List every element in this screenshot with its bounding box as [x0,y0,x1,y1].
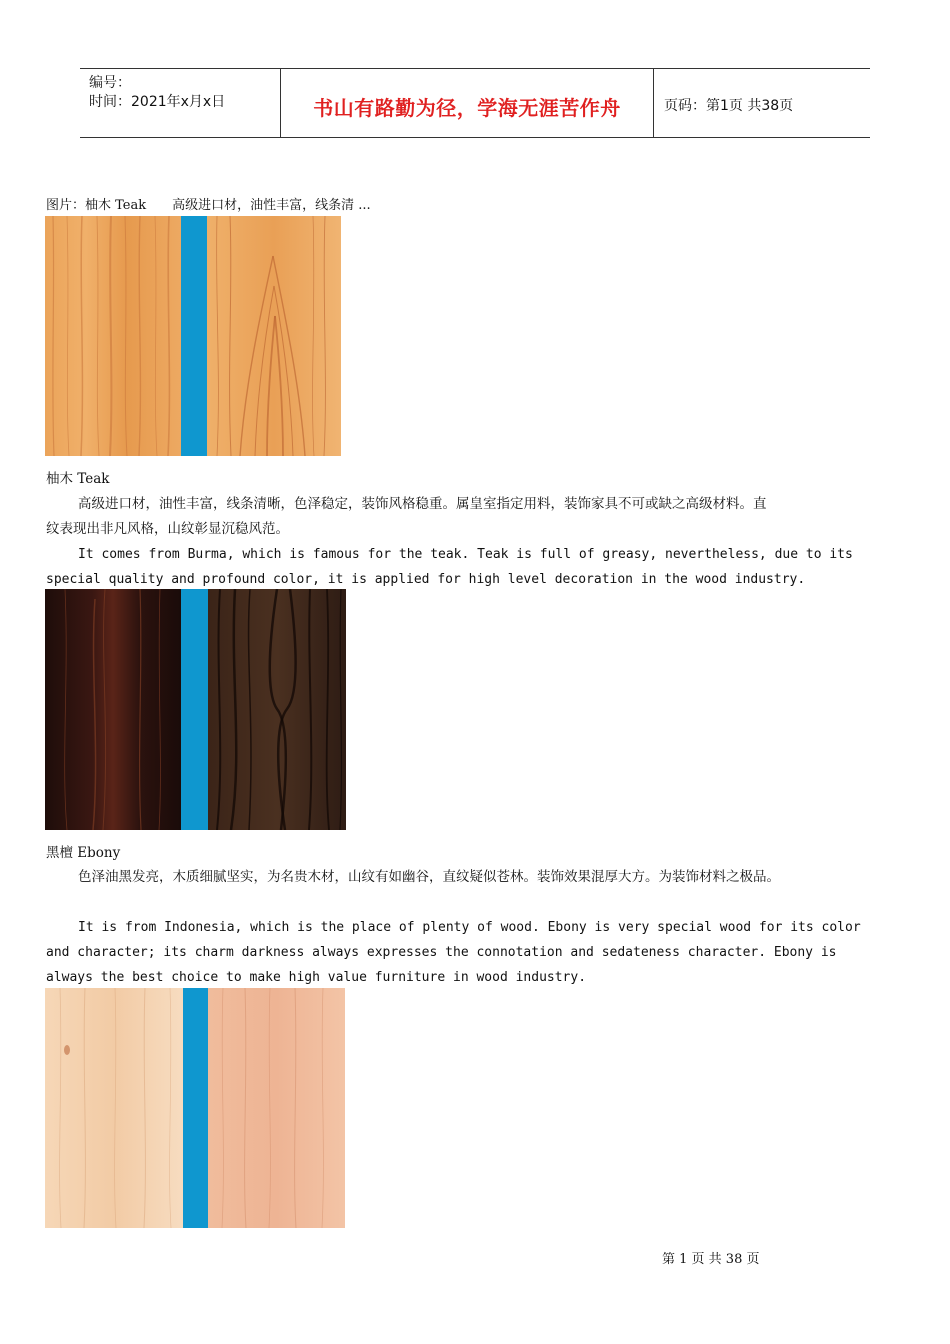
ebony-en-text-2: and character; its charm darkness always expresses the connotation and sedateness character. Ebony is [46,945,837,960]
page-footer: 第 1 页 共 38 页 [662,1252,760,1267]
header-left-cell [80,69,281,137]
teak-en-text-2: special quality and profound color, it is applied for high level decoration in the wood industry. [46,572,806,587]
light-wood-swatch-image [45,988,345,1228]
ebony-swatch-image [45,589,346,830]
date-label: 时间：2021年x月x日 [89,94,226,110]
ebony-en-text-3: always the best choice to make high value furniture in wood industry. [46,970,587,985]
teak-en-text-1: It comes from Burma, which is famous for the teak. Teak is full of greasy, nevertheless, due to its [78,547,853,562]
image-caption: 图片：柚木 Teak 高级进口材，油性丰富，线条清 ... [46,198,371,213]
teak-cn-text-1: 高级进口材，油性丰富，线条清晰，色泽稳定，装饰风格稳重。属皇室指定用料，装饰家具不可或缺之高级材料。直 [78,496,767,512]
header-table [80,68,870,138]
teak-swatch-image [45,216,341,456]
ebony-en-text-1: It is from Indonesia, which is the place of plenty of wood. Ebony is very special wood for its color [78,920,861,935]
ebony-cn-text-1: 色泽油黑发亮，木质细腻坚实，为名贵木材，山纹有如幽谷，直纹疑似苍林。装饰效果混厚大方。为装饰材料之极品。 [78,869,780,885]
teak-cn-text-2: 纹表现出非凡风格，山纹彰显沉稳风范。 [46,521,289,537]
motto: 书山有路勤为径，学海无涯苦作舟 [313,96,621,120]
ebony-title: 黑檀 Ebony [46,845,121,861]
number-label: 编号： [89,75,131,91]
header-center-cell [281,69,654,137]
teak-title: 柚木 Teak [46,471,110,487]
page-info: 页码：第1页 共38页 [664,98,794,114]
header-right-cell [654,69,870,137]
